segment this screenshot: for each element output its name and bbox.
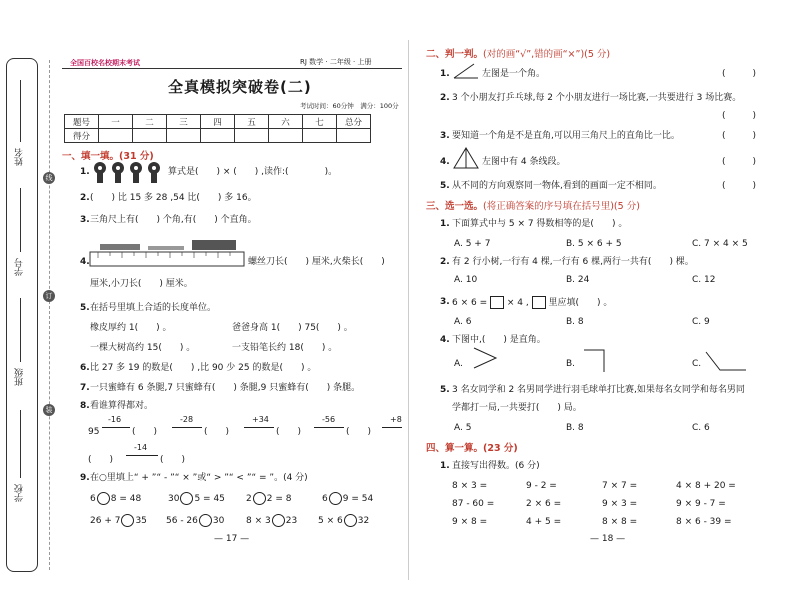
- angle-figure-c: [704, 350, 748, 374]
- answer-circle[interactable]: [272, 514, 285, 527]
- compare-left: 56 - 26: [166, 516, 198, 526]
- compare-right: 9 = 54: [342, 494, 374, 504]
- chain-op: -28: [180, 415, 194, 424]
- chain-arrow: [314, 427, 344, 428]
- choice-5-option-b[interactable]: B. 8: [566, 423, 584, 433]
- answer-circle[interactable]: [121, 514, 134, 527]
- choice-5-option-c[interactable]: C. 6: [692, 423, 710, 433]
- part3-heading: [426, 198, 640, 212]
- q1-text: 算式是( ) × ( ) ,读作:( )。: [168, 167, 338, 177]
- edition-label: RJ 数学 · 二年级 · 上册: [300, 58, 372, 66]
- q5-item-b: 爸爸身高 1( ) 75( ) 。: [232, 323, 353, 333]
- choice-3-part-b: × 4 ,: [506, 298, 529, 308]
- seal-line: 线: [43, 172, 55, 184]
- calc-item: 8 × 6 - 39 =: [676, 517, 732, 527]
- chain-arrow: [172, 427, 202, 428]
- cartoon-icons: [90, 160, 162, 186]
- chain-start: 95: [88, 427, 100, 437]
- name-line: [20, 80, 21, 142]
- cut-line: [49, 60, 50, 570]
- judge-1-text: 左图是一个角。: [482, 69, 546, 79]
- part2-note: (对的画“√”,错的画“×”)(5 分): [483, 49, 611, 60]
- compare-left: 2: [246, 494, 252, 504]
- choice-3-option-a[interactable]: A. 6: [454, 317, 472, 327]
- calc-1-number: 1.: [440, 461, 450, 471]
- score-head-3: 三: [167, 115, 201, 129]
- compare-item: [90, 514, 147, 527]
- part3-title: 三、选一选。: [426, 201, 484, 212]
- ruler-figure: [88, 236, 248, 276]
- compare-left: 30: [168, 494, 180, 504]
- judge-2-answer[interactable]: ( ): [722, 111, 757, 121]
- q3-text: 三角尺上有( ) 个角,有( ) 个直角。: [90, 215, 257, 225]
- compare-left: 5 × 6: [318, 516, 343, 526]
- chain-op: -56: [322, 415, 336, 424]
- calc-item: 7 × 7 =: [602, 481, 638, 491]
- choice-1-option-c[interactable]: C. 7 × 4 × 5: [692, 239, 748, 249]
- choice-3-number: 3.: [440, 297, 450, 307]
- answer-circle[interactable]: [344, 514, 357, 527]
- choice-2-option-a[interactable]: A. 10: [454, 275, 478, 285]
- class-label: 班级: [15, 368, 25, 386]
- calc-item: 87 - 60 =: [452, 499, 495, 509]
- score-head-2: 二: [133, 115, 167, 129]
- judge-3-number: 3.: [440, 131, 450, 141]
- judge-1-answer[interactable]: ( ): [722, 69, 757, 79]
- q7-number: 7.: [80, 383, 90, 393]
- calc-item: 4 + 5 =: [526, 517, 562, 527]
- choice-4-text: 下图中,( ) 是直角。: [452, 335, 546, 345]
- calc-item: 9 × 9 - 7 =: [676, 499, 726, 509]
- school-label: 学校: [15, 484, 25, 502]
- choice-2-option-c[interactable]: C. 12: [692, 275, 716, 285]
- q4-text-a: 螺丝刀长( ) 厘米,火柴长( ): [248, 257, 385, 267]
- compare-right: 5 = 45: [194, 494, 225, 504]
- compare-right: 8 = 48: [110, 494, 142, 504]
- compare-item: [318, 514, 369, 527]
- compare-left: 8 × 3: [246, 516, 271, 526]
- choice-1-number: 1.: [440, 219, 450, 229]
- calc-item: 2 × 6 =: [526, 499, 562, 509]
- triangle-figure: [452, 146, 480, 170]
- chain-op: +34: [252, 415, 269, 424]
- compare-item: [166, 514, 224, 527]
- choice-4-option-c[interactable]: C.: [692, 359, 702, 369]
- chain-arrow: [244, 427, 274, 428]
- chain-arrow: [382, 427, 402, 428]
- q9-text: 在○里填上“ + ”“ - ”“ × ”或“ > ”“ < ”“ = ”。(4 分): [90, 473, 308, 483]
- answer-circle[interactable]: [253, 492, 266, 505]
- page-number-left: — 17 —: [214, 534, 250, 544]
- calc-item: 9 × 3 =: [602, 499, 638, 509]
- choice-3-part-c: 里应填( ) 。: [548, 298, 613, 308]
- blank-box[interactable]: [532, 296, 546, 309]
- chain-box[interactable]: ( ): [276, 427, 302, 437]
- blank-box[interactable]: [490, 296, 504, 309]
- choice-5-number: 5.: [440, 385, 450, 395]
- q2-number: 2.: [80, 193, 90, 203]
- score-table: [64, 114, 371, 143]
- calc-1-text: 直接写出得数。(6 分): [452, 461, 540, 471]
- judge-3-text: 要知道一个角是不是直角,可以用三角尺上的直角比一比。: [452, 131, 680, 141]
- q5-item-d: 一支铅笔长约 18( ) 。: [232, 343, 338, 353]
- calc-item: 9 × 8 =: [452, 517, 488, 527]
- chain-box[interactable]: ( ): [346, 427, 372, 437]
- answer-circle[interactable]: [180, 492, 193, 505]
- score-cell[interactable]: [133, 129, 167, 143]
- compare-item: [246, 492, 291, 505]
- school-line: [20, 410, 21, 478]
- judge-4-text: 左图中有 4 条线段。: [482, 157, 566, 167]
- page-divider: [408, 40, 409, 580]
- angle-figure-a: [472, 346, 498, 370]
- score-head-4: 四: [201, 115, 235, 129]
- class-line: [20, 298, 21, 362]
- q8-number: 8.: [80, 401, 90, 411]
- score-cell[interactable]: [167, 129, 201, 143]
- q7-text: 一只蜜蜂有 6 条腿,7 只蜜蜂有( ) 条腿,9 只蜜蜂有( ) 条腿。: [90, 383, 361, 393]
- score-head-0: 题号: [65, 115, 99, 129]
- q5-text: 在括号里填上合适的长度单位。: [90, 303, 217, 313]
- q1-number: 1.: [80, 167, 90, 177]
- score-head-7: 七: [303, 115, 337, 129]
- exam-time-info: 考试时间：60分钟 满分：100分: [300, 102, 399, 110]
- part1-heading: 一、填一填。(31 分): [62, 151, 154, 162]
- q2-text: ( ) 比 15 多 28 ,54 比( ) 多 16。: [90, 193, 257, 203]
- choice-3-text: [452, 296, 612, 309]
- calc-item: 8 × 3 =: [452, 481, 488, 491]
- answer-circle[interactable]: [329, 492, 342, 505]
- choice-2-number: 2.: [440, 257, 450, 267]
- q3-number: 3.: [80, 215, 90, 225]
- compare-left: 6: [90, 494, 96, 504]
- choice-3-option-b[interactable]: B. 8: [566, 317, 584, 327]
- score-head-6: 六: [269, 115, 303, 129]
- chain-op: -14: [134, 443, 148, 452]
- score-cell[interactable]: [99, 129, 133, 143]
- q4-number: 4.: [80, 257, 90, 267]
- chain-arrow: [126, 455, 158, 456]
- choice-4-option-b[interactable]: B.: [566, 359, 576, 369]
- choice-5-option-a[interactable]: A. 5: [454, 423, 472, 433]
- choice-3-option-c[interactable]: C. 9: [692, 317, 710, 327]
- score-cell[interactable]: [337, 129, 371, 143]
- judge-2-number: 2.: [440, 93, 450, 103]
- choice-5-text-b: 学都打一局,一共要打( ) 局。: [452, 403, 582, 413]
- q5-item-a: 橡皮厚约 1( ) 。: [90, 323, 172, 333]
- calc-item: 8 × 8 =: [602, 517, 638, 527]
- q5-item-c: 一棵大树高约 15( ) 。: [90, 343, 196, 353]
- choice-1-option-b[interactable]: B. 5 × 6 + 5: [566, 239, 622, 249]
- judge-3-answer[interactable]: ( ): [722, 131, 757, 141]
- compare-right: 32: [357, 516, 370, 526]
- judge-2-text: 3 个小朋友打乒乓球,每 2 个小朋友进行一场比赛,一共要进行 3 场比赛。: [452, 93, 742, 103]
- page-number-right: — 18 —: [590, 534, 626, 544]
- chain-arrow: [102, 427, 130, 428]
- compare-right: 2 = 8: [266, 494, 292, 504]
- q6-text: 比 27 多 19 的数是( ) ,比 90 少 25 的数是( ) 。: [90, 363, 317, 373]
- choice-4-number: 4.: [440, 335, 450, 345]
- compare-left: 6: [322, 494, 328, 504]
- score-head-1: 一: [99, 115, 133, 129]
- judge-5-answer[interactable]: ( ): [722, 181, 757, 191]
- answer-circle[interactable]: [97, 492, 110, 505]
- judge-5-number: 5.: [440, 181, 450, 191]
- judge-4-number: 4.: [440, 157, 450, 167]
- choice-1-text: 下面算式中与 5 × 7 得数相等的是( ) 。: [452, 219, 628, 229]
- part4-heading: 四、算一算。(23 分): [426, 443, 518, 454]
- seal-pack: 装: [43, 404, 55, 416]
- compare-item: [90, 492, 141, 505]
- judge-5-text: 从不同的方向观察同一物体,看到的画面一定不相同。: [452, 181, 662, 191]
- score-head-5: 五: [235, 115, 269, 129]
- compare-item: [246, 514, 297, 527]
- compare-right: 35: [135, 516, 147, 526]
- choice-4-option-a[interactable]: A.: [454, 359, 463, 369]
- compare-right: 23: [285, 516, 298, 526]
- score-cell[interactable]: [201, 129, 235, 143]
- score-cell[interactable]: [235, 129, 269, 143]
- seal-bind: 订: [43, 290, 55, 302]
- choice-5-text-a: 3 名女同学和 2 名男同学进行羽毛球单打比赛,如果每名女同学和每名男同: [452, 385, 745, 395]
- q6-number: 6.: [80, 363, 90, 373]
- calc-item: 4 × 8 + 20 =: [676, 481, 736, 491]
- part2-heading: [426, 46, 610, 60]
- choice-1-option-a[interactable]: A. 5 + 7: [454, 239, 491, 249]
- judge-4-answer[interactable]: ( ): [722, 157, 757, 167]
- q9-number: 9.: [80, 473, 90, 483]
- series-label: 全国百校名校期末考试: [70, 59, 140, 67]
- compare-item: [168, 492, 225, 505]
- calc-item: 9 - 2 =: [526, 481, 557, 491]
- chain-box[interactable]: ( ): [204, 427, 230, 437]
- chain-box[interactable]: ( ): [160, 455, 186, 465]
- id-line: [20, 188, 21, 252]
- answer-circle[interactable]: [199, 514, 212, 527]
- header-rule: [62, 68, 402, 69]
- score-cell[interactable]: [303, 129, 337, 143]
- score-head-total: 总分: [337, 115, 371, 129]
- chain-op: +8: [390, 415, 402, 424]
- angle-figure: [452, 62, 480, 80]
- choice-2-option-b[interactable]: B. 24: [566, 275, 590, 285]
- choice-2-text: 有 2 行小树,一行有 4 棵,一行有 6 棵,两行一共有( ) 棵。: [452, 257, 694, 267]
- q8-text: 看谁算得都对。: [90, 401, 154, 411]
- part3-note: (将正确答案的序号填在括号里)(5 分): [483, 201, 640, 212]
- id-label: 学号: [15, 258, 25, 276]
- score-row-label: 得分: [65, 129, 99, 143]
- page-title: 全真模拟突破卷(二): [168, 78, 312, 96]
- q4-text-b: 厘米,小刀长( ) 厘米。: [90, 279, 193, 289]
- chain-box[interactable]: ( ): [88, 455, 114, 465]
- q5-number: 5.: [80, 303, 90, 313]
- choice-3-part-a: 6 × 6 =: [452, 298, 488, 308]
- right-angle-figure-b: [582, 348, 608, 374]
- chain-box[interactable]: ( ): [132, 427, 158, 437]
- judge-1-number: 1.: [440, 69, 450, 79]
- chain-op: -16: [108, 415, 122, 424]
- compare-item: [322, 492, 373, 505]
- compare-right: 30: [212, 516, 225, 526]
- part2-title: 二、判一判。: [426, 49, 484, 60]
- score-cell[interactable]: [269, 129, 303, 143]
- compare-left: 26 + 7: [90, 516, 121, 526]
- name-label: 姓名: [15, 148, 25, 166]
